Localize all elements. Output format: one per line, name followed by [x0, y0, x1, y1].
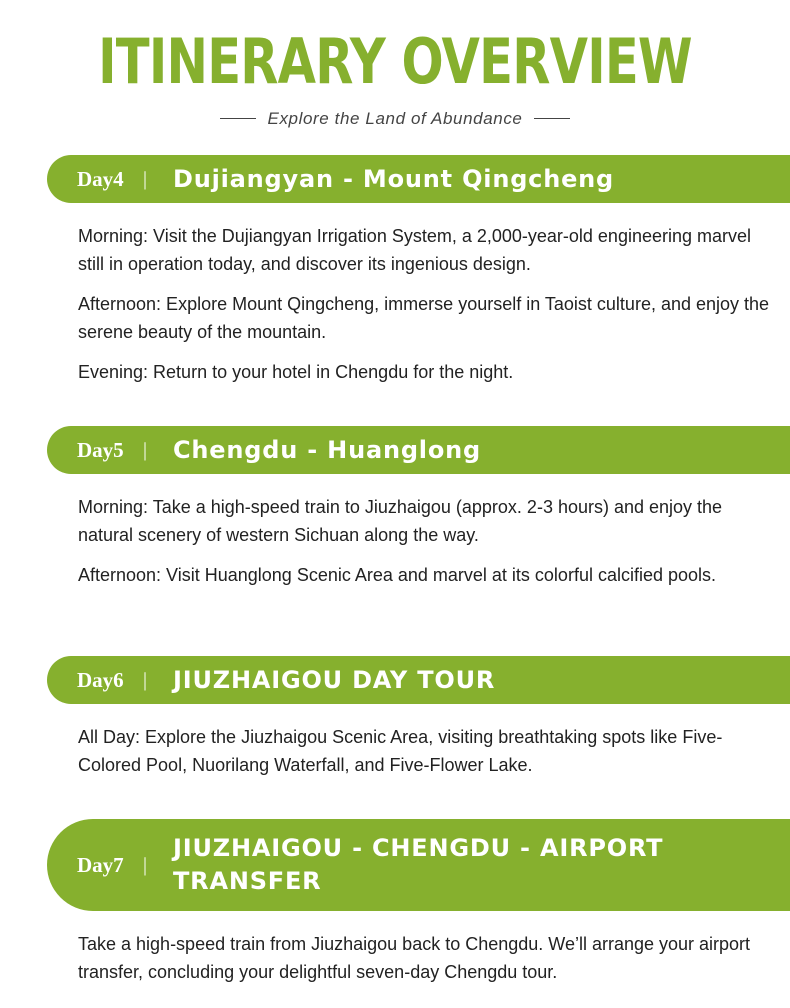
day5-header-bar — [47, 426, 790, 474]
day6-separator: | — [143, 668, 148, 691]
day6-label: Day6 — [77, 667, 124, 692]
day7-description — [78, 930, 778, 998]
page-title: ITINERARY OVERVIEW — [98, 25, 692, 98]
day5-morning-text: Morning: Take a high-speed train to Jiuzhaigou (approx. 2-3 hours) and enjoy the natural scenery of western Sichuan along the way. — [78, 497, 723, 545]
subtitle-text: Explore the Land of Abundance — [267, 109, 523, 128]
day5-label: Day5 — [77, 437, 124, 462]
day6-header-bar — [47, 656, 790, 704]
subtitle-right-line — [534, 118, 570, 119]
day5-title: Chengdu - Huanglong — [173, 435, 481, 464]
day5-afternoon-text: Afternoon: Visit Huanglong Scenic Area and marvel at its colorful calcified pools. — [78, 565, 717, 585]
day4-afternoon-text: Afternoon: Explore Mount Qingcheng, immerse yourself in Taoist culture, and enjoy the serene beauty of the mountain. — [78, 294, 770, 342]
day7-text: Take a high-speed train from Jiuzhaigou back to Chengdu. We’ll arrange your airport transfer, concluding your delightful seven-day Chengdu tour. — [78, 934, 751, 982]
day7-separator: | — [143, 853, 148, 876]
day7-title-line2: TRANSFER — [173, 867, 322, 895]
day4-title: Dujiangyan - Mount Qingcheng — [173, 164, 615, 193]
day7-title — [173, 832, 663, 898]
day7-title-line1: JIUZHAIGOU - CHENGDU - AIRPORT — [173, 834, 664, 862]
day4-header-bar — [47, 155, 790, 203]
page-subtitle — [0, 109, 790, 129]
day6-description — [78, 723, 778, 791]
day6-title: JIUZHAIGOU DAY TOUR — [173, 665, 496, 694]
day4-separator: | — [143, 167, 148, 190]
day7-header-bar — [47, 819, 790, 911]
day7-label: Day7 — [77, 852, 124, 877]
day4-morning-text: Morning: Visit the Dujiangyan Irrigation System, a 2,000-year-old engineering marvel still in operation today, and discover its ingenious design. — [78, 226, 752, 274]
day5-description — [78, 493, 778, 601]
day4-description — [78, 222, 778, 398]
day4-label: Day4 — [77, 166, 124, 191]
day4-evening-text: Evening: Return to your hotel in Chengdu for the night. — [78, 362, 514, 382]
day6-allday-text: All Day: Explore the Jiuzhaigou Scenic Area, visiting breathtaking spots like Five-Colored Pool, Nuorilang Waterfall, and Five-Flower Lake. — [78, 727, 723, 775]
day5-separator: | — [143, 438, 148, 461]
subtitle-left-line — [220, 118, 256, 119]
